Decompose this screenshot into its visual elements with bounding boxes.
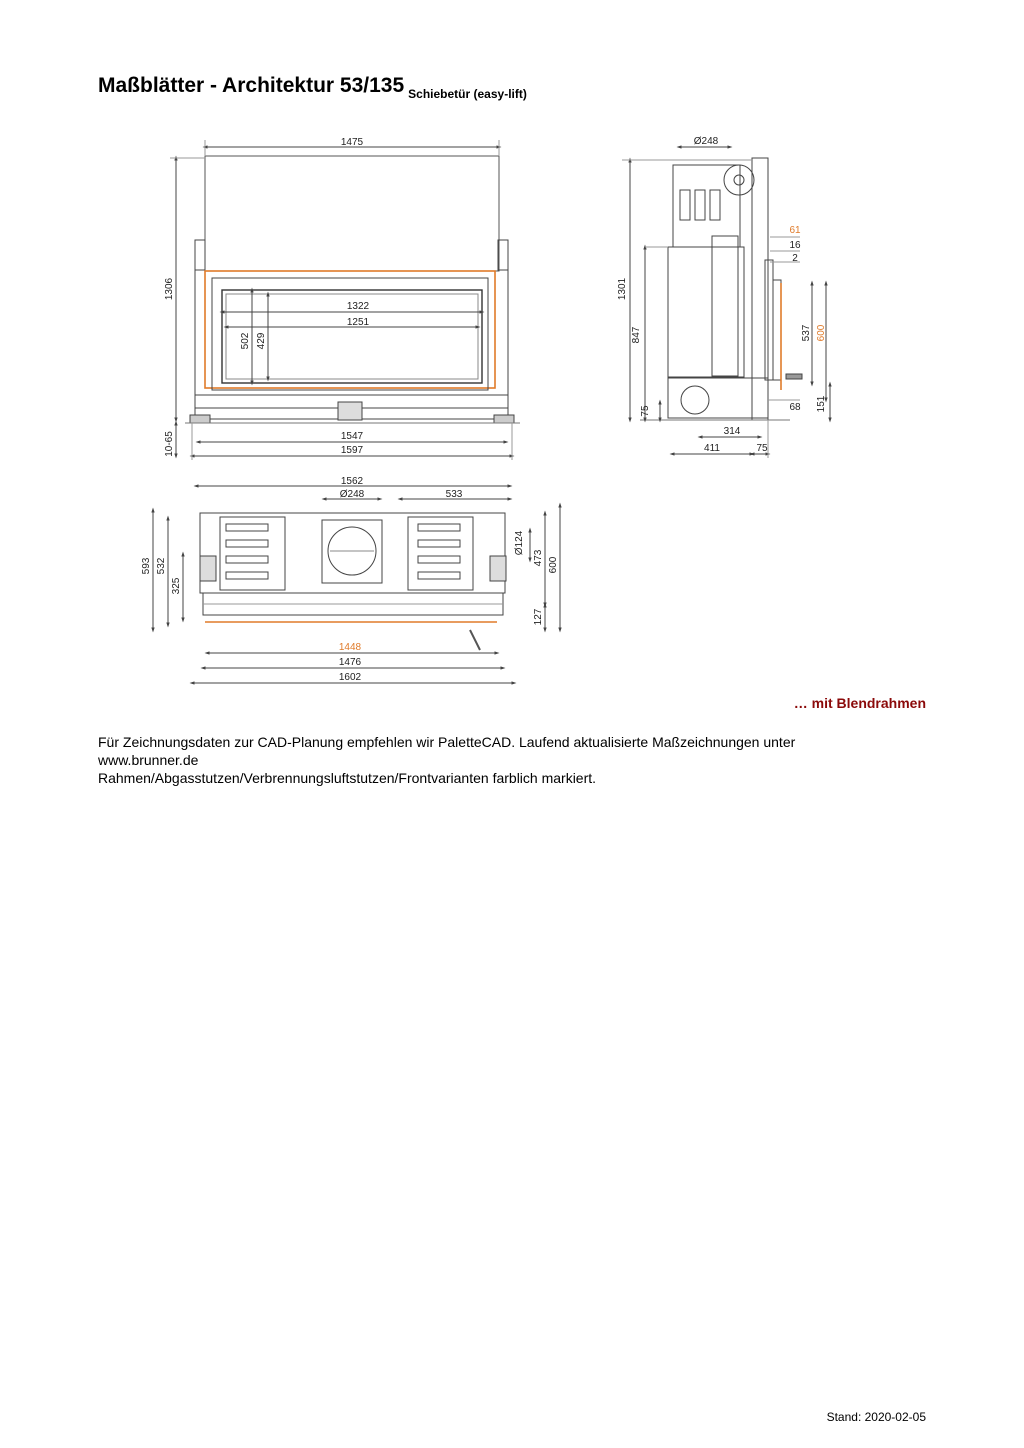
dim-68: 68 xyxy=(789,402,801,413)
dim-1322: 1322 xyxy=(346,301,370,312)
dim-top-248: Ø248 xyxy=(339,489,365,500)
dim-847: 847 xyxy=(631,326,642,344)
dim-2: 2 xyxy=(792,253,798,264)
top-view xyxy=(153,486,560,683)
dim-593: 593 xyxy=(141,557,152,575)
side-view-labels xyxy=(617,136,827,454)
note-cad: Für Zeichnungsdaten zur CAD-Planung empfehlen wir PaletteCAD. Laufend aktualisierte Maßzeichnungen unter www.brunner.de xyxy=(98,734,796,768)
dim-side-75b: 75 xyxy=(756,443,768,454)
dim-side-248: Ø248 xyxy=(693,136,719,147)
note-colors: Rahmen/Abgasstutzen/Verbrennungsluftstutzen/Frontvarianten farblich markiert. xyxy=(98,770,597,786)
dim-473: 473 xyxy=(533,549,544,567)
dim-1475: 1475 xyxy=(340,137,364,148)
dim-124: Ø124 xyxy=(514,530,525,556)
dim-1547: 1547 xyxy=(340,431,364,442)
dim-411: 411 xyxy=(704,443,720,454)
dim-532: 532 xyxy=(156,557,167,575)
dim-1301: 1301 xyxy=(617,277,628,301)
dim-1306: 1306 xyxy=(164,277,175,301)
dim-429: 429 xyxy=(256,332,267,350)
dim-533: 533 xyxy=(445,489,463,500)
front-view xyxy=(170,140,520,460)
dim-1602: 1602 xyxy=(338,672,362,683)
dim-1597: 1597 xyxy=(340,445,364,456)
dim-151: 151 xyxy=(816,395,827,413)
dim-314: 314 xyxy=(723,426,741,437)
dim-1476: 1476 xyxy=(338,657,362,668)
page-title: Maßblätter - Architektur 53/135 xyxy=(98,74,405,97)
dim-side-600: 600 xyxy=(816,324,827,342)
stand-date: Stand: 2020-02-05 xyxy=(826,1410,926,1424)
dim-side-75: 75 xyxy=(640,405,651,417)
dim-537: 537 xyxy=(801,324,812,342)
dim-1251: 1251 xyxy=(346,317,370,328)
dim-10-65: 10-65 xyxy=(164,431,175,457)
frame-note: … mit Blendrahmen xyxy=(793,695,926,711)
dim-61: 61 xyxy=(789,225,801,236)
page-subtitle: Schiebetür (easy-lift) xyxy=(408,87,527,101)
front-frame-highlight xyxy=(205,271,495,388)
technical-drawing xyxy=(0,0,1024,720)
dim-1448: 1448 xyxy=(338,642,362,653)
dim-1562: 1562 xyxy=(340,476,364,487)
dim-127: 127 xyxy=(533,608,544,626)
dim-325: 325 xyxy=(171,577,182,595)
dim-502: 502 xyxy=(240,332,251,350)
dim-top-600: 600 xyxy=(548,556,559,574)
dim-16: 16 xyxy=(789,240,801,251)
